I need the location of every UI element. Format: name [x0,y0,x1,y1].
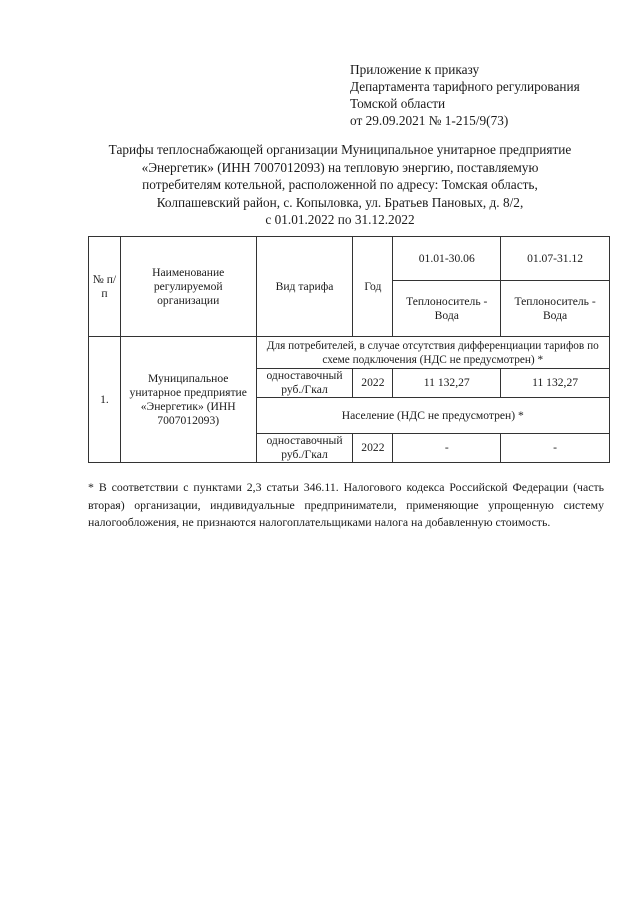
year-cell: 2022 [353,434,393,463]
table-row [89,337,610,369]
title-line: Тарифы теплоснабжающей организации Муниципальное унитарное предприятие [108,142,572,157]
header-org: Наименование регулируемой организации [120,237,256,337]
tariff-type-cell: одноставочный руб./Гкал [256,369,353,398]
year-cell: 2022 [353,369,393,398]
tariff-table [88,236,610,463]
header-year: Год [353,237,393,337]
header-period-1: 01.01-30.06 [393,237,501,281]
tariff-type-cell: одноставочный руб./Гкал [256,434,353,463]
section-consumers-general: Для потребителей, в случае отсутствия дифференциации тарифов по схеме подключения (НДС не предусмотрен) * [256,337,609,369]
appendix-line: Томской области [350,96,446,111]
title-line: «Энергетик» (ИНН 7007012093) на тепловую энергию, поставляемую [141,159,539,175]
appendix-order-date: от 29.09.2021 № 1-215/9(73) [350,113,509,128]
appendix-line: Департамента тарифного регулирования [350,79,580,94]
section-population: Население (НДС не предусмотрен) * [256,398,609,434]
tariff-value-cell: - [501,434,610,463]
row-org: Муниципальное унитарное предприятие «Энергетик» (ИНН 7007012093) [120,337,256,463]
header-carrier-1: Теплоноситель - Вода [393,281,501,337]
appendix-line: Приложение к приказу [350,62,480,77]
document-title [80,141,600,229]
title-line: Колпашевский район, с. Копыловка, ул. Братьев Пановых, д. 8/2, [156,194,524,210]
tariff-value-cell: - [393,434,501,463]
footnote: * В соответствии с пунктами 2,3 статьи 346.11. Налогового кодекса Российской Федерации (часть вторая) организации, индивидуальные предприниматели, применяющие упрощенную систему налогообложения, не признаются налогоплательщиками налога на добавленную стоимость. [88,480,604,529]
title-line: потребителям котельной, расположенной по адресу: Томская область, [142,177,538,192]
tariff-value-cell: 11 132,27 [393,369,501,398]
header-num: № п/п [89,237,121,337]
tariff-value-cell: 11 132,27 [501,369,610,398]
title-period: с 01.01.2022 по 31.12.2022 [265,212,415,227]
header-tariff-type: Вид тарифа [256,237,353,337]
row-num: 1. [89,337,121,463]
header-carrier-2: Теплоноситель - Вода [501,281,610,337]
table-header-row [89,237,610,281]
appendix-header [350,61,580,129]
header-period-2: 01.07-31.12 [501,237,610,281]
